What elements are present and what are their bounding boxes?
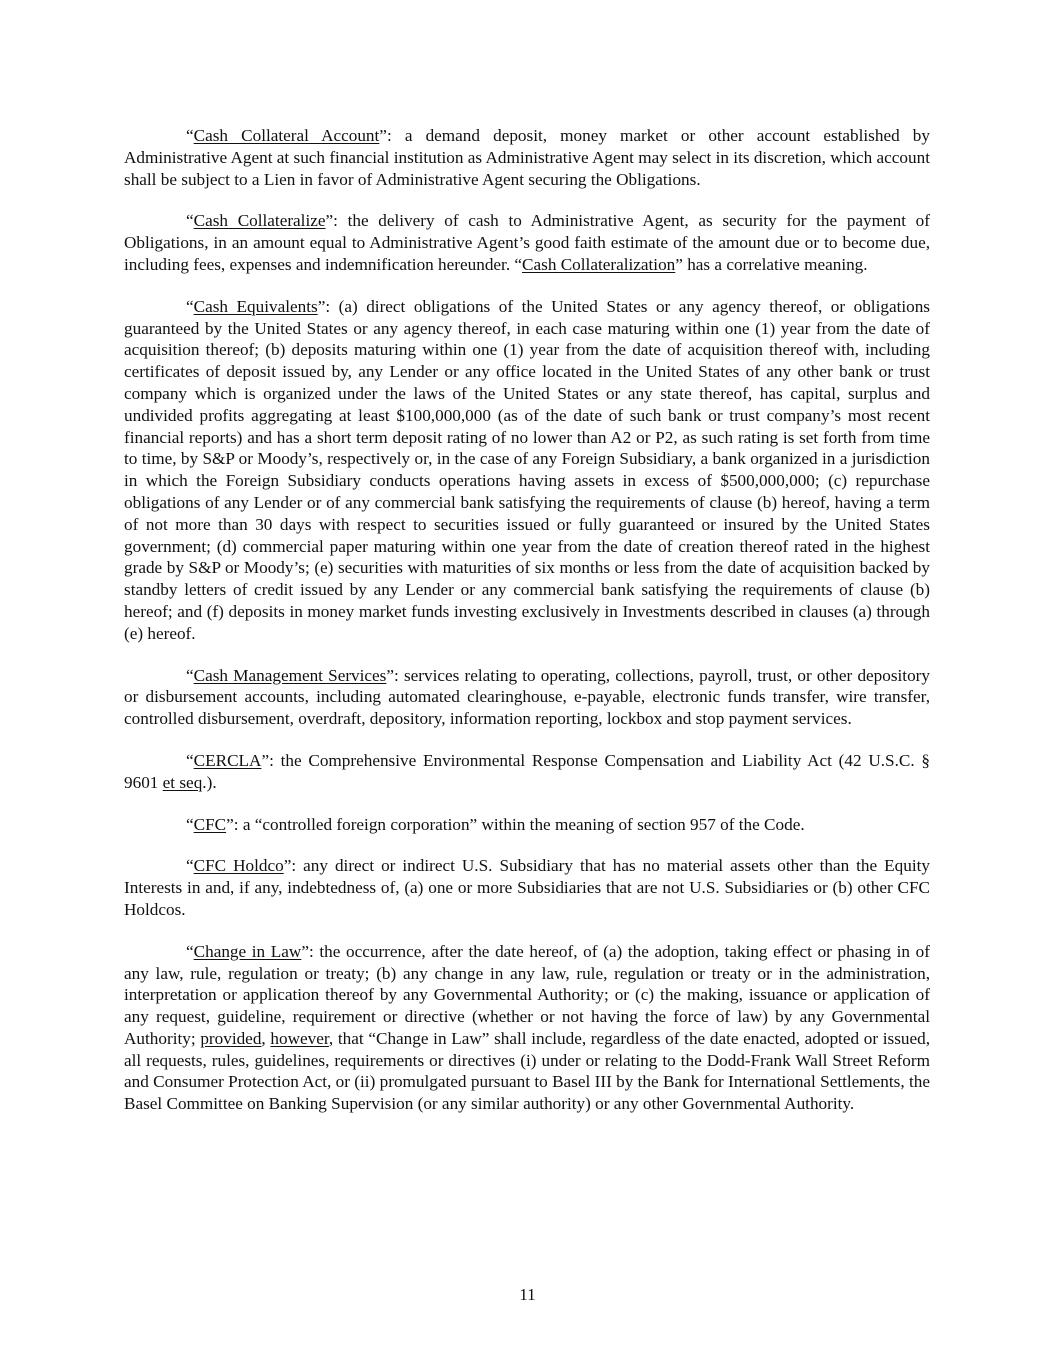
- defined-term: Cash Collateral Account: [193, 126, 380, 145]
- latin-term: et seq: [162, 772, 203, 792]
- definition-cfc-holdco: “CFC Holdco”: any direct or indirect U.S. Subsidiary that has no material assets other than the Equity Interests in and, if any, indebtedness of, (a) one or more Subsidiaries that are not U.S. Subsidiaries or (b) other CFC Holdcos.: [124, 856, 930, 919]
- definitions-section: [124, 125, 930, 1135]
- definition-text: : a demand deposit, money market or other account established by Administrative Agent at such financial institution as Administrative Agent may select in its discretion, which account shall be subject to a Lien in favor of Administrative Agent securing the Obligations.: [124, 126, 930, 189]
- definition-cercla: “CERCLA”: the Comprehensive Environmental Response Compensation and Liability Act (42 U.S.C. § 9601 et seq.).: [124, 750, 930, 792]
- defined-term: CFC: [193, 814, 227, 834]
- definition-cash-collateral-account: “Cash Collateral Account”: a demand deposit, money market or other account established by Administrative Agent at such financial institution as Administrative Agent may select in its discretion, which account shall be subject to a Lien in favor of Administrative Agent securing the Obligations.: [124, 126, 930, 189]
- definition-text: : a “controlled foreign corporation” within the meaning of section 957 of the Code.: [233, 814, 805, 834]
- page-number: 11: [519, 1285, 536, 1304]
- defined-term: Cash Equivalents: [193, 296, 318, 316]
- definition-cash-equivalents: “Cash Equivalents”: (a) direct obligations of the United States or any agency thereof, or obligations guaranteed by the United States or any agency thereof, in each case maturing within one (1) year from the date of acquisition thereof; (b) deposits maturing within one (1) year from the date of acquisition thereof with, including certificates of deposit issued by, any Lender or any office located in the United States of any other bank or trust company which is organized under the laws of the United States or any state thereof, has capital, surplus and undivided profits aggregating at least $100,000,000 (as of the date of such bank or trust company’s most recent financial reports) and has a short term deposit rating of no lower than A2 or P2, as such rating is set forth from time to time, by S&P or Moody’s, respectively or, in the case of any Foreign Subsidiary, a bank organized in a jurisdiction in which the Foreign Subsidiary conducts operations having assets in excess of $500,000,000; (c) repurchase obligations of any Lender or of any commercial bank satisfying the requirements of clause (b) hereof, having a term of not more than 30 days with respect to securities issued or fully guaranteed or insured by the United States government; (d) commercial paper maturing within one year from the date of creation thereof rated in the highest grade by S&P or Moody’s; (e) securities with maturities of six months or less from the date of acquisition backed by standby letters of credit issued by any Lender or any commercial bank satisfying the requirements of clause (b) hereof; and (f) deposits in money market funds investing exclusively in Investments described in clauses (a) through (e) hereof.: [124, 296, 930, 643]
- definition-cfc: “CFC”: a “controlled foreign corporation” within the meaning of section 957 of the Code.: [186, 814, 805, 834]
- definition-text: : any direct or indirect U.S. Subsidiary that has no material assets other than the Equity Interests in and, if any, indebtedness of, (a) one or more Subsidiaries that are not U.S. Subsidiaries or (b) other CFC Holdcos.: [124, 856, 930, 919]
- definition-text: : the Comprehensive Environmental Response Compensation and Liability Act (42 U.S.C. § 9601: [124, 750, 930, 792]
- defined-term: Cash Management Services: [193, 665, 387, 685]
- definition-text: : (a) direct obligations of the United States or any agency thereof, or obligations guaranteed by the United States or any agency thereof, in each case maturing within one (1) year from the date of acquisition thereof; (b) deposits maturing within one (1) year from the date of acquisition thereof with, including certificates of deposit issued by, any Lender or any office located in the United States of any other bank or trust company which is organized under the laws of the United States or any state thereof, has capital, surplus and undivided profits aggregating at least $100,000,000 (as of the date of such bank or trust company’s most recent financial reports) and has a short term deposit rating of no lower than A2 or P2, as such rating is set forth from time to time, by S&P or Moody’s, respectively or, in the case of any Foreign Subsidiary, a bank organized in a jurisdiction in which the Foreign Subsidiary conducts operations having assets in excess of $500,000,000; (c) repurchase obligations of any Lender or of any commercial bank satisfying the requirements of clause (b) hereof, having a term of not more than 30 days with respect to securities issued or fully guaranteed or insured by the United States government; (d) commercial paper maturing within one year from the date of creation thereof rated in the highest grade by S&P or Moody’s; (e) securities with maturities of six months or less from the date of acquisition backed by standby letters of credit issued by any Lender or any commercial bank satisfying the requirements of clause (b) hereof; and (f) deposits in money market funds investing exclusively in Investments described in clauses (a) through (e) hereof.: [124, 296, 930, 643]
- definition-text-secondary: ” has a correlative meaning.: [675, 254, 868, 274]
- definition-text-secondary: .).: [202, 772, 217, 792]
- defined-term: Change in Law: [193, 941, 302, 961]
- defined-term: CFC Holdco: [193, 856, 284, 876]
- definition-cash-collateralize: “Cash Collateralize”: the delivery of cash to Administrative Agent, as security for the payment of Obligations, in an amount equal to Administrative Agent’s good faith estimate of the amount due or to become due, including fees, expenses and indemnification hereunder. “Cash Collateralization” has a correlative meaning.: [124, 211, 930, 274]
- proviso-term-however: however: [270, 1028, 329, 1048]
- definition-text: : the occurrence, after the date hereof, of (a) the adoption, taking effect or phasing in of any law, rule, regulation or treaty; (b) any change in any law, rule, regulation or treaty or in the administration, interpretation or application thereof by any Governmental Authority; or (c) the making, issuance or application of any request, guideline, requirement or directive (whether or not having the force of law) by any Governmental Authority;: [124, 941, 930, 1048]
- definition-change-in-law: “Change in Law”: the occurrence, after the date hereof, of (a) the adoption, taking effect or phasing in of any law, rule, regulation or treaty; (b) any change in any law, rule, regulation or treaty or in the administration, interpretation or application thereof by any Governmental Authority; or (c) the making, issuance or application of any request, guideline, requirement or directive (whether or not having the force of law) by any Governmental Authority; provided, however, that “Change in Law” shall include, regardless of the date enacted, adopted or issued, all requests, rules, guidelines, requirements or directives (i) under or relating to the Dodd-Frank Wall Street Reform and Consumer Protection Act, or (ii) promulgated pursuant to Basel III by the Bank for International Settlements, the Basel Committee on Banking Supervision (or any similar authority) or any other Governmental Authority.: [124, 941, 930, 1114]
- defined-term-secondary: Cash Collateralization: [522, 254, 676, 274]
- definition-cash-management-services: “Cash Management Services”: services relating to operating, collections, payroll, trust, or other depository or disbursement accounts, including automated clearinghouse, e-payable, electronic funds transfer, wire transfer, controlled disbursement, overdraft, depository, information reporting, lockbox and stop payment services.: [124, 665, 930, 729]
- defined-term: Cash Collateralize: [193, 211, 326, 231]
- definition-text-tertiary: , that “Change in Law” shall include, regardless of the date enacted, adopted or issued, all requests, rules, guidelines, requirements or directives (i) under or relating to the Dodd-Frank Wall Street Reform and Consumer Protection Act, or (ii) promulgated pursuant to Basel III by the Bank for International Settlements, the Basel Committee on Banking Supervision (or any similar authority) or any other Governmental Authority.: [124, 1028, 930, 1114]
- proviso-term: provided: [200, 1028, 262, 1048]
- definition-text: : services relating to operating, collections, payroll, trust, or other depository or disbursement accounts, including automated clearinghouse, e-payable, electronic funds transfer, wire transfer, controlled disbursement, overdraft, depository, information reporting, lockbox and stop payment services.: [124, 665, 930, 729]
- defined-term: CERCLA: [193, 750, 262, 770]
- definition-text: : the delivery of cash to Administrative Agent, as security for the payment of Obligations, in an amount equal to Administrative Agent’s good faith estimate of the amount due or to become due, including fees, expenses and indemnification hereunder. “: [124, 211, 930, 274]
- definition-text-secondary: ,: [261, 1028, 271, 1048]
